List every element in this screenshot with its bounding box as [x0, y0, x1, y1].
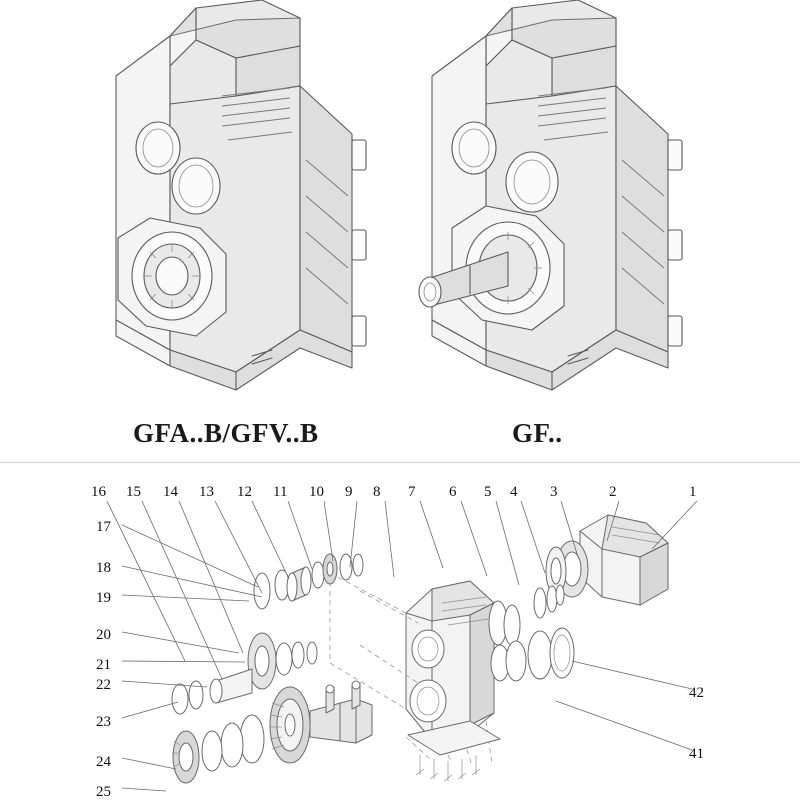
exploded-parts-artwork	[0, 463, 800, 801]
leader-line-13	[215, 501, 262, 593]
callout-41: 41	[689, 746, 704, 762]
callout-5: 5	[484, 484, 492, 500]
leader-line-17	[122, 525, 258, 587]
leader-line-8	[385, 501, 394, 577]
housing-body-part	[406, 581, 494, 739]
callout-8: 8	[373, 484, 381, 500]
callout-20: 20	[96, 627, 111, 643]
leader-line-7	[420, 501, 443, 568]
callout-14: 14	[163, 484, 178, 500]
callout-13: 13	[199, 484, 214, 500]
callout-4: 4	[510, 484, 518, 500]
leader-line-42	[572, 661, 692, 689]
callout-9: 9	[345, 484, 353, 500]
motor-adapter-part	[546, 515, 668, 605]
leader-line-21	[122, 661, 245, 662]
exploded-view-panel	[0, 462, 800, 801]
callout-25: 25	[96, 784, 111, 800]
callout-10: 10	[309, 484, 324, 500]
leader-line-15	[142, 501, 222, 679]
callout-7: 7	[408, 484, 416, 500]
gearbox-view-left-group	[116, 0, 366, 390]
callout-6: 6	[449, 484, 457, 500]
callout-16: 16	[91, 484, 106, 500]
leader-line-23	[122, 702, 178, 718]
leader-line-4	[521, 501, 545, 573]
callout-11: 11	[273, 484, 288, 500]
callout-24: 24	[96, 754, 111, 770]
ring-seal-stack-right	[489, 585, 574, 681]
leader-line-41	[556, 701, 692, 750]
callout-3: 3	[550, 484, 558, 500]
leader-line-19	[122, 595, 249, 601]
caption-gearbox-left: GFA..B/GFV..B	[133, 418, 319, 448]
leader-line-12	[252, 501, 289, 579]
caption-gearbox-right: GF..	[512, 418, 563, 448]
callout-42: 42	[689, 685, 704, 701]
callout-2: 2	[609, 484, 617, 500]
leader-line-6	[461, 501, 487, 576]
leader-line-20	[122, 632, 239, 653]
callout-15: 15	[126, 484, 141, 500]
callout-17: 17	[96, 519, 111, 535]
callout-21: 21	[96, 657, 111, 673]
callout-22: 22	[96, 677, 111, 693]
leader-line-10	[324, 501, 333, 561]
leader-line-18	[122, 566, 262, 597]
callout-1: 1	[689, 484, 697, 500]
leader-line-24	[122, 758, 176, 769]
gearbox-view-right-group	[419, 0, 682, 390]
leader-line-11	[288, 501, 312, 569]
callout-12: 12	[237, 484, 252, 500]
callout-19: 19	[96, 590, 111, 606]
leader-line-16	[107, 501, 185, 661]
callout-23: 23	[96, 714, 111, 730]
leader-line-14	[179, 501, 243, 653]
leader-line-5	[496, 501, 519, 585]
leader-line-1	[652, 501, 697, 549]
callout-18: 18	[96, 560, 111, 576]
leader-line-25	[122, 788, 166, 791]
